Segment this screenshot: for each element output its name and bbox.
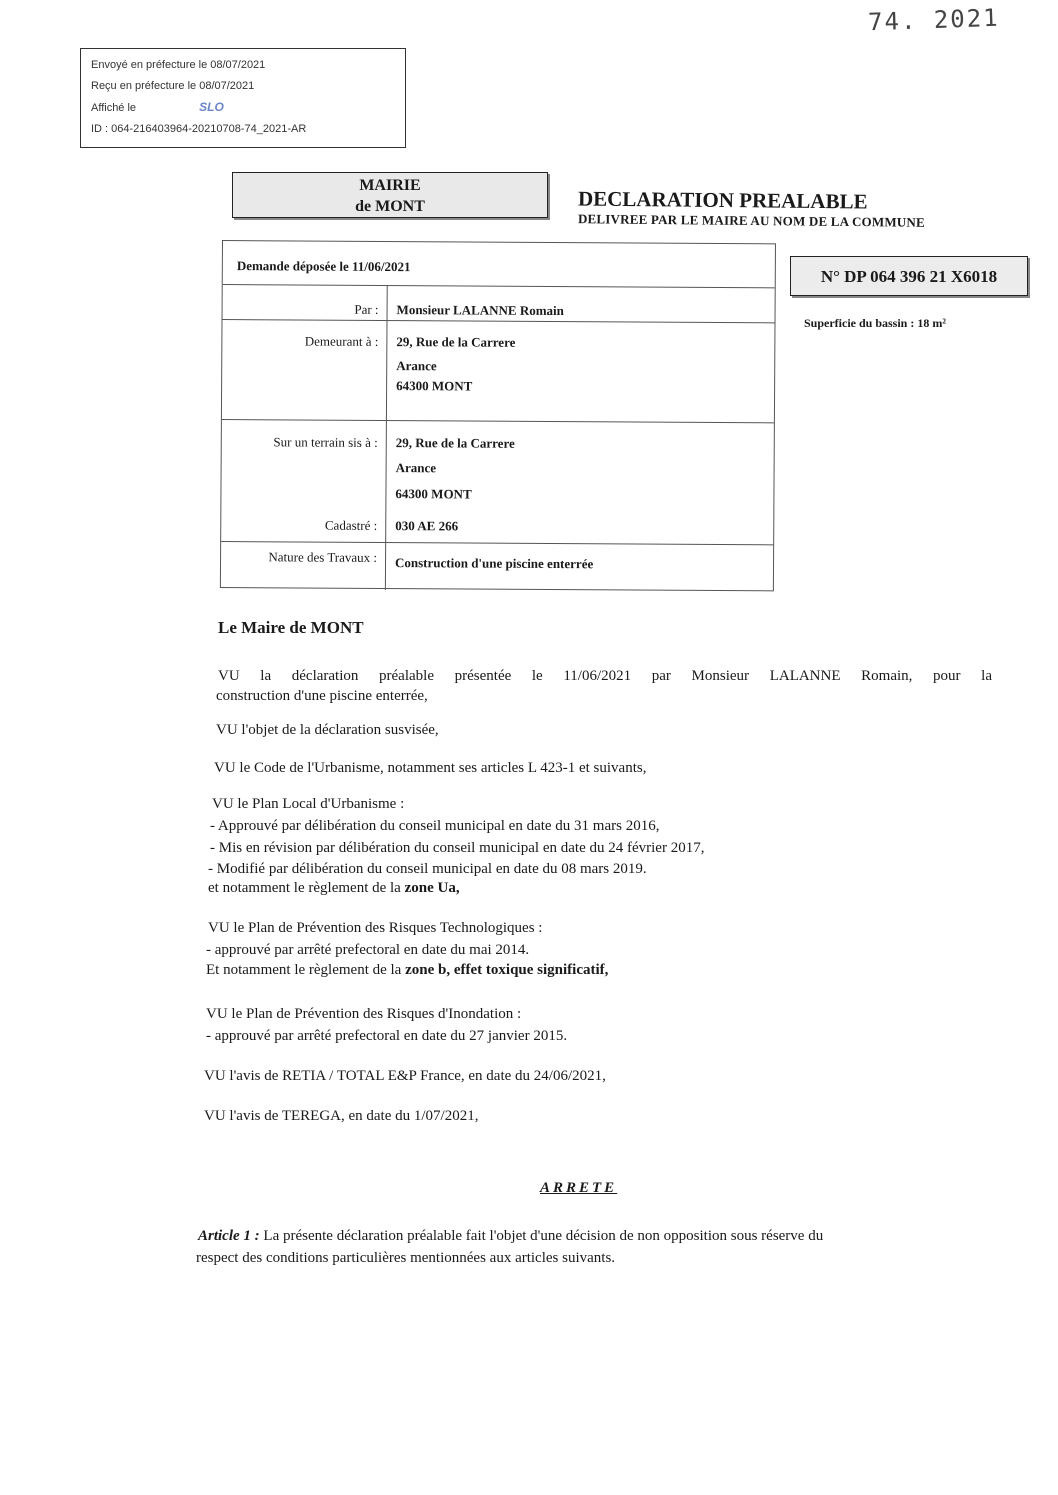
vu-plu-item1: - Approuvé par délibération du conseil municipal en date du 31 mars 2016, bbox=[210, 818, 660, 834]
stamp-posted-mark: SLO bbox=[199, 100, 224, 114]
par-value: Monsieur LALANNE Romain bbox=[396, 302, 564, 319]
vu-avis-retia: VU l'avis de RETIA / TOTAL E&P France, en date du 24/06/2021, bbox=[204, 1068, 606, 1084]
prefecture-stamp bbox=[80, 48, 406, 148]
terrain-line1: 29, Rue de la Carrere bbox=[395, 435, 515, 451]
vu-pprt-item: - approuvé par arrêté prefectoral en date du mai 2014. bbox=[206, 942, 530, 958]
vu-declaration-line1: VU la déclaration préalable présentée le 11/06/2021 par Monsieur LALANNE Romain, pour la bbox=[218, 668, 992, 684]
request-details-table bbox=[220, 240, 776, 591]
vu-ppri-title: VU le Plan de Prévention des Risques d'Inondation : bbox=[206, 1006, 522, 1022]
nature-value: Construction d'une piscine enterrée bbox=[394, 555, 594, 572]
arrete-heading: ARRETE bbox=[540, 1180, 618, 1196]
article1-label: Article 1 : bbox=[198, 1228, 260, 1244]
document-subtitle: DELIVREE PAR LE MAIRE AU NOM DE LA COMMUNE bbox=[577, 211, 925, 230]
vu-pprt-zone-prefix: Et notamment le règlement de la bbox=[206, 962, 406, 978]
row-divider bbox=[221, 541, 773, 545]
pool-area: Superficie du bassin : 18 m² bbox=[804, 316, 946, 330]
article1-line1 bbox=[198, 1228, 823, 1245]
stamp-id-line: ID : 064-216403964-20210708-74_2021-AR bbox=[91, 123, 307, 135]
demeurant-line3: 64300 MONT bbox=[396, 378, 473, 394]
demeurant-line2: Arance bbox=[396, 358, 437, 374]
vu-object: VU l'objet de la déclaration susvisée, bbox=[216, 722, 439, 738]
vu-plu-item3: - Modifié par délibération du conseil municipal en date du 08 mars 2019. bbox=[208, 861, 647, 877]
row-divider bbox=[223, 319, 775, 323]
handwritten-reference: 74. 2021 bbox=[867, 3, 1001, 37]
article1-line2: respect des conditions particulières mentionnées aux articles suivants. bbox=[196, 1250, 616, 1266]
vu-plu-zone-name: zone Ua, bbox=[404, 880, 460, 896]
terrain-line2: Arance bbox=[395, 460, 437, 476]
mairie-line2: de MONT bbox=[355, 198, 425, 215]
vu-ppri-item: - approuvé par arrêté prefectoral en date du 27 janvier 2015. bbox=[206, 1028, 568, 1044]
mairie-box bbox=[232, 172, 548, 218]
vu-plu-item2: - Mis en révision par délibération du conseil municipal en date du 24 février 2017, bbox=[210, 840, 705, 856]
terrain-label: Sur un terrain sis à : bbox=[273, 434, 378, 450]
column-divider bbox=[385, 285, 388, 590]
vu-avis-terega: VU l'avis de TEREGA, en date du 1/07/2021, bbox=[204, 1108, 479, 1124]
demeurant-label: Demeurant à : bbox=[304, 333, 379, 349]
demeurant-line1: 29, Rue de la Carrere bbox=[396, 334, 516, 350]
nature-label: Nature des Travaux : bbox=[268, 549, 378, 565]
par-label: Par : bbox=[354, 301, 379, 317]
cadastre-value: 030 AE 266 bbox=[395, 518, 459, 534]
request-date: Demande déposée le 11/06/2021 bbox=[236, 258, 411, 275]
row-divider bbox=[223, 284, 775, 288]
stamp-sent-line: Envoyé en préfecture le 08/07/2021 bbox=[91, 59, 266, 71]
mayor-heading: Le Maire de MONT bbox=[218, 618, 364, 637]
vu-declaration-line2: construction d'une piscine enterrée, bbox=[216, 688, 428, 704]
stamp-posted-label: Affiché le bbox=[91, 102, 137, 114]
mairie-line1: MAIRIE bbox=[359, 177, 421, 194]
stamp-received-line: Reçu en préfecture le 08/07/2021 bbox=[91, 80, 255, 92]
document-title: DECLARATION PREALABLE bbox=[577, 186, 868, 214]
cadastre-label: Cadastré : bbox=[324, 517, 378, 533]
vu-code-urbanisme: VU le Code de l'Urbanisme, notamment ses articles L 423-1 et suivants, bbox=[214, 760, 647, 776]
terrain-line3: 64300 MONT bbox=[395, 486, 472, 502]
vu-plu-title: VU le Plan Local d'Urbanisme : bbox=[212, 796, 405, 812]
vu-pprt-zone bbox=[206, 962, 608, 979]
row-divider bbox=[222, 419, 774, 423]
vu-plu-zone bbox=[208, 880, 460, 897]
vu-pprt-title: VU le Plan de Prévention des Risques Technologiques : bbox=[208, 920, 543, 936]
article1-text: La présente déclaration préalable fait l'objet d'une décision de non opposition sous réserve du bbox=[259, 1228, 824, 1244]
vu-pprt-zone-name: zone b, effet toxique significatif, bbox=[405, 962, 609, 978]
vu-plu-zone-prefix: et notamment le règlement de la bbox=[208, 880, 405, 896]
dp-number-box: N° DP 064 396 21 X6018 bbox=[790, 256, 1028, 296]
stamp-posted-line bbox=[91, 97, 395, 119]
